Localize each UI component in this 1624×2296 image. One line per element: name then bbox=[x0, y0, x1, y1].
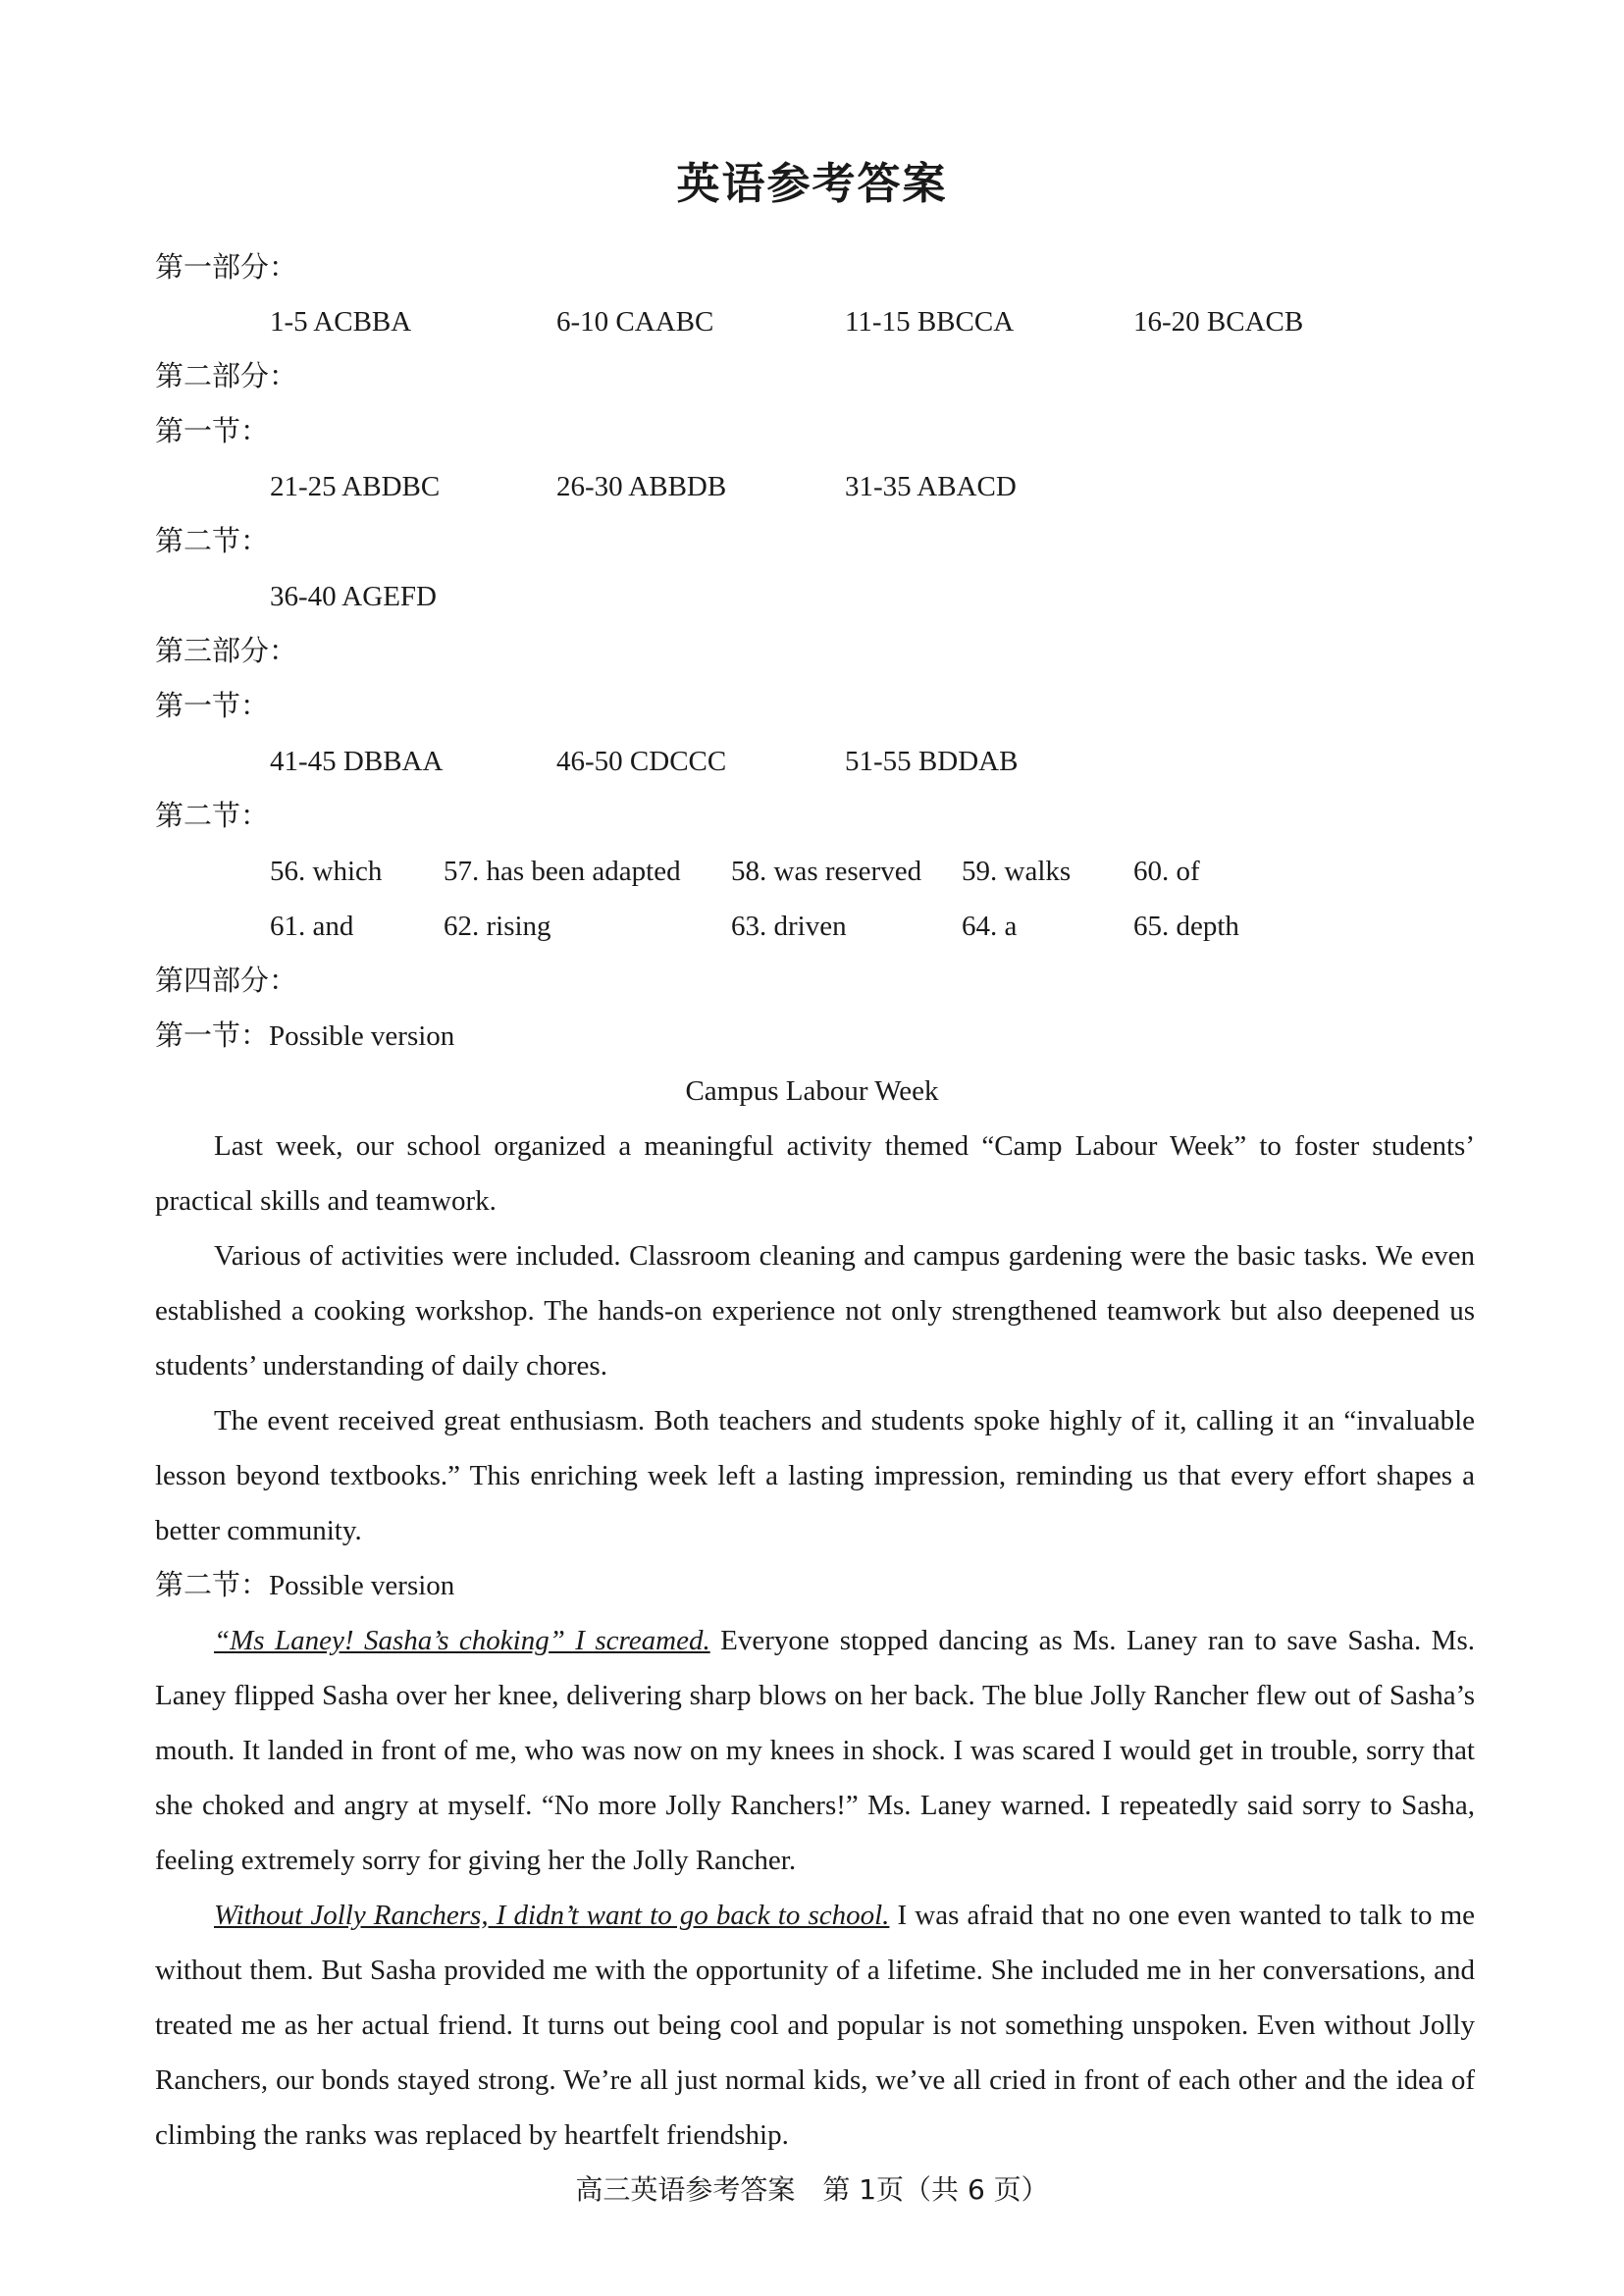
paragraph-body: I was afraid that no one even wanted to talk to me without them. But Sasha provided me with the opportunity of a lifetime. She included me in her conversations, and treated me as her actual friend. It turns out being cool and popular is not something unspoken. Even without Jolly Ranchers, our bonds stayed strong. We’re all just normal kids, we’ve all cried in front of each other and the idea of climbing the ranks was replaced by heartfelt friendship. bbox=[155, 1900, 1475, 2151]
part1-heading: 第一部分： bbox=[155, 252, 298, 284]
answer-group: 21-25 ABDBC bbox=[270, 471, 441, 502]
answer-group: 26-30 ABBDB bbox=[556, 471, 727, 502]
fill-answer: 61. and bbox=[270, 911, 354, 942]
essay-paragraph: Various of activities were included. Classroom cleaning and campus gardening were the basic tasks. We even established a cooking workshop. The hands-on experience not only strengthened teamwork but also deepened us students’ understanding of daily chores. bbox=[155, 1240, 1475, 1382]
answer-group: 51-55 BDDAB bbox=[845, 746, 1019, 777]
paragraph-body: Everyone stopped dancing as Ms. Laney ran to save Sasha. Ms. Laney flipped Sasha over her knee, delivering sharp blows on her back. The blue Jolly Rancher flew out of Sasha’s mouth. It landed in front of me, who was now on my knees in shock. I was scared I would get in trouble, sorry that she choked and angry at myself. “No more Jolly Ranchers!” Ms. Laney warned. I repeatedly said sorry to Sasha, feeling extremely sorry for giving her the Jolly Rancher. bbox=[155, 1625, 1475, 1876]
page-footer: 高三英语参考答案 第 1页（共 6 页） bbox=[575, 2173, 1049, 2206]
answer-group: 31-35 ABACD bbox=[845, 471, 1017, 502]
part4-sec1-heading: 第一节：Possible version bbox=[155, 1020, 455, 1052]
paragraph-lead-sentence: “Ms Laney! Sasha’s choking” I screamed. bbox=[214, 1625, 710, 1656]
part4-heading: 第四部分： bbox=[155, 965, 298, 997]
answer-group: 11-15 BBCCA bbox=[845, 306, 1015, 338]
answer-group: 41-45 DBBAA bbox=[270, 746, 444, 777]
essay-paragraph: The event received great enthusiasm. Both teachers and students spoke highly of it, calling it an “invaluable lesson beyond textbooks.” This enriching week left a lasting impression, reminding us that every effort shapes a better community. bbox=[155, 1405, 1475, 1546]
fill-answer: 58. was reserved bbox=[731, 856, 922, 887]
fill-answer: 60. of bbox=[1133, 856, 1200, 887]
page-title: 英语参考答案 bbox=[676, 159, 948, 209]
fill-answer: 56. which bbox=[270, 856, 383, 887]
essay-title: Campus Labour Week bbox=[685, 1075, 939, 1107]
answer-group: 16-20 BCACB bbox=[1133, 306, 1304, 338]
part2-sec1-heading: 第一节： bbox=[155, 416, 270, 447]
continuation-paragraph bbox=[155, 1613, 1475, 1888]
part3-sec1-heading: 第一节： bbox=[155, 691, 270, 722]
paragraph-lead-sentence: Without Jolly Ranchers, I didn’t want to go back to school. bbox=[214, 1900, 890, 1931]
fill-answer: 59. walks bbox=[962, 856, 1072, 887]
part2-sec2-heading: 第二节： bbox=[155, 526, 270, 557]
essay-paragraph: Last week, our school organized a meaningful activity themed “Camp Labour Week” to foster students’ practical skills and teamwork. bbox=[155, 1130, 1475, 1217]
fill-answer: 64. a bbox=[962, 911, 1018, 942]
part3-heading: 第三部分： bbox=[155, 636, 298, 667]
part3-sec2-heading: 第二节： bbox=[155, 801, 270, 832]
part2-heading: 第二部分： bbox=[155, 361, 298, 392]
answer-group: 6-10 CAABC bbox=[556, 306, 714, 338]
continuation-paragraph bbox=[155, 1888, 1475, 2163]
answer-group: 36-40 AGEFD bbox=[270, 581, 437, 612]
fill-answer: 62. rising bbox=[444, 911, 551, 942]
fill-answer: 63. driven bbox=[731, 911, 847, 942]
fill-answer: 65. depth bbox=[1133, 911, 1239, 942]
part4-sec2-heading: 第二节：Possible version bbox=[155, 1570, 455, 1601]
answer-group: 1-5 ACBBA bbox=[270, 306, 412, 338]
answer-group: 46-50 CDCCC bbox=[556, 746, 727, 777]
fill-answer: 57. has been adapted bbox=[444, 856, 681, 887]
